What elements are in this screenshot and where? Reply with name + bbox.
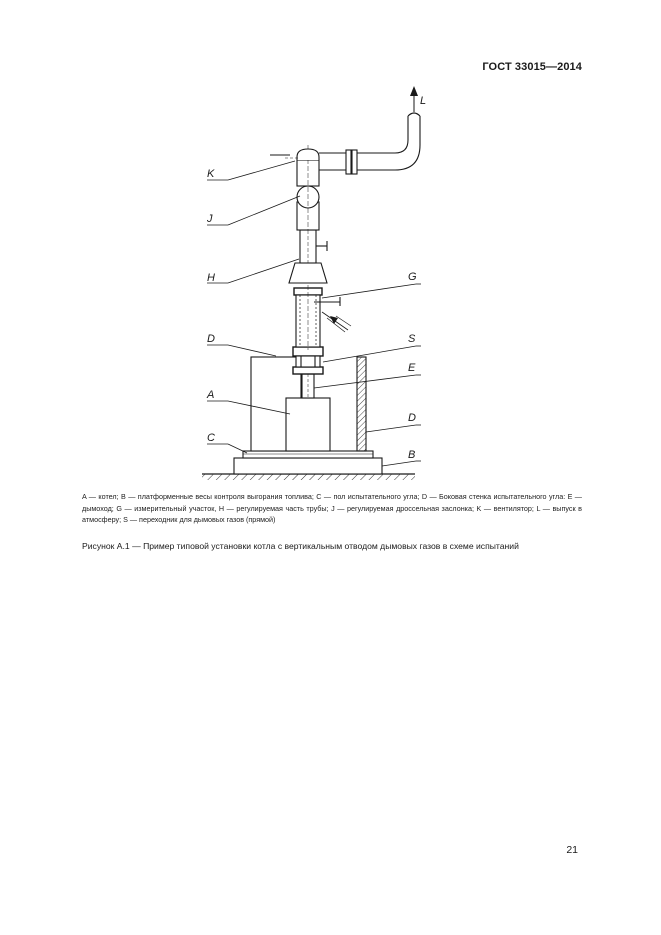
figure-caption: Рисунок А.1 — Пример типовой установки котла с вертикальным отводом дымовых газов в схеме испытаний	[82, 541, 519, 551]
label-E: E	[408, 362, 416, 374]
legend-text: A — котел; B — платформенные весы контроля выгорания топлива; C — пол испытательного угла; D — Боковая стенка испытательного угла: E — дымоход; G — измерительный участок, H — регулируемая часть трубы; J — регулируемая дроссельная заслонка; K — вентилятор; L — выпуск в атмосферу; S — переходник для дымовых газов (прямой)	[82, 492, 582, 525]
label-S: S	[408, 333, 416, 345]
boiler	[286, 398, 330, 451]
label-D-left: D	[207, 333, 215, 345]
side-wall-right	[357, 357, 366, 451]
pipe-flange	[346, 150, 351, 174]
floor-ground	[202, 474, 415, 480]
label-L: L	[420, 95, 427, 107]
fan	[297, 149, 319, 160]
page-number: 21	[566, 844, 578, 856]
label-A: A	[207, 389, 215, 401]
test-corner-floor	[243, 451, 373, 458]
figure-legend	[82, 491, 582, 526]
label-C: C	[207, 432, 215, 444]
label-G: G	[408, 271, 417, 283]
document-header: ГОСТ 33015—2014	[482, 61, 582, 73]
label-J: J	[207, 213, 213, 225]
platform-scale	[234, 458, 382, 474]
label-B: B	[408, 449, 416, 461]
label-K: K	[207, 168, 215, 180]
adjustable-pipe-part	[289, 263, 327, 283]
label-D-right: D	[408, 412, 416, 424]
label-H: H	[207, 272, 215, 284]
